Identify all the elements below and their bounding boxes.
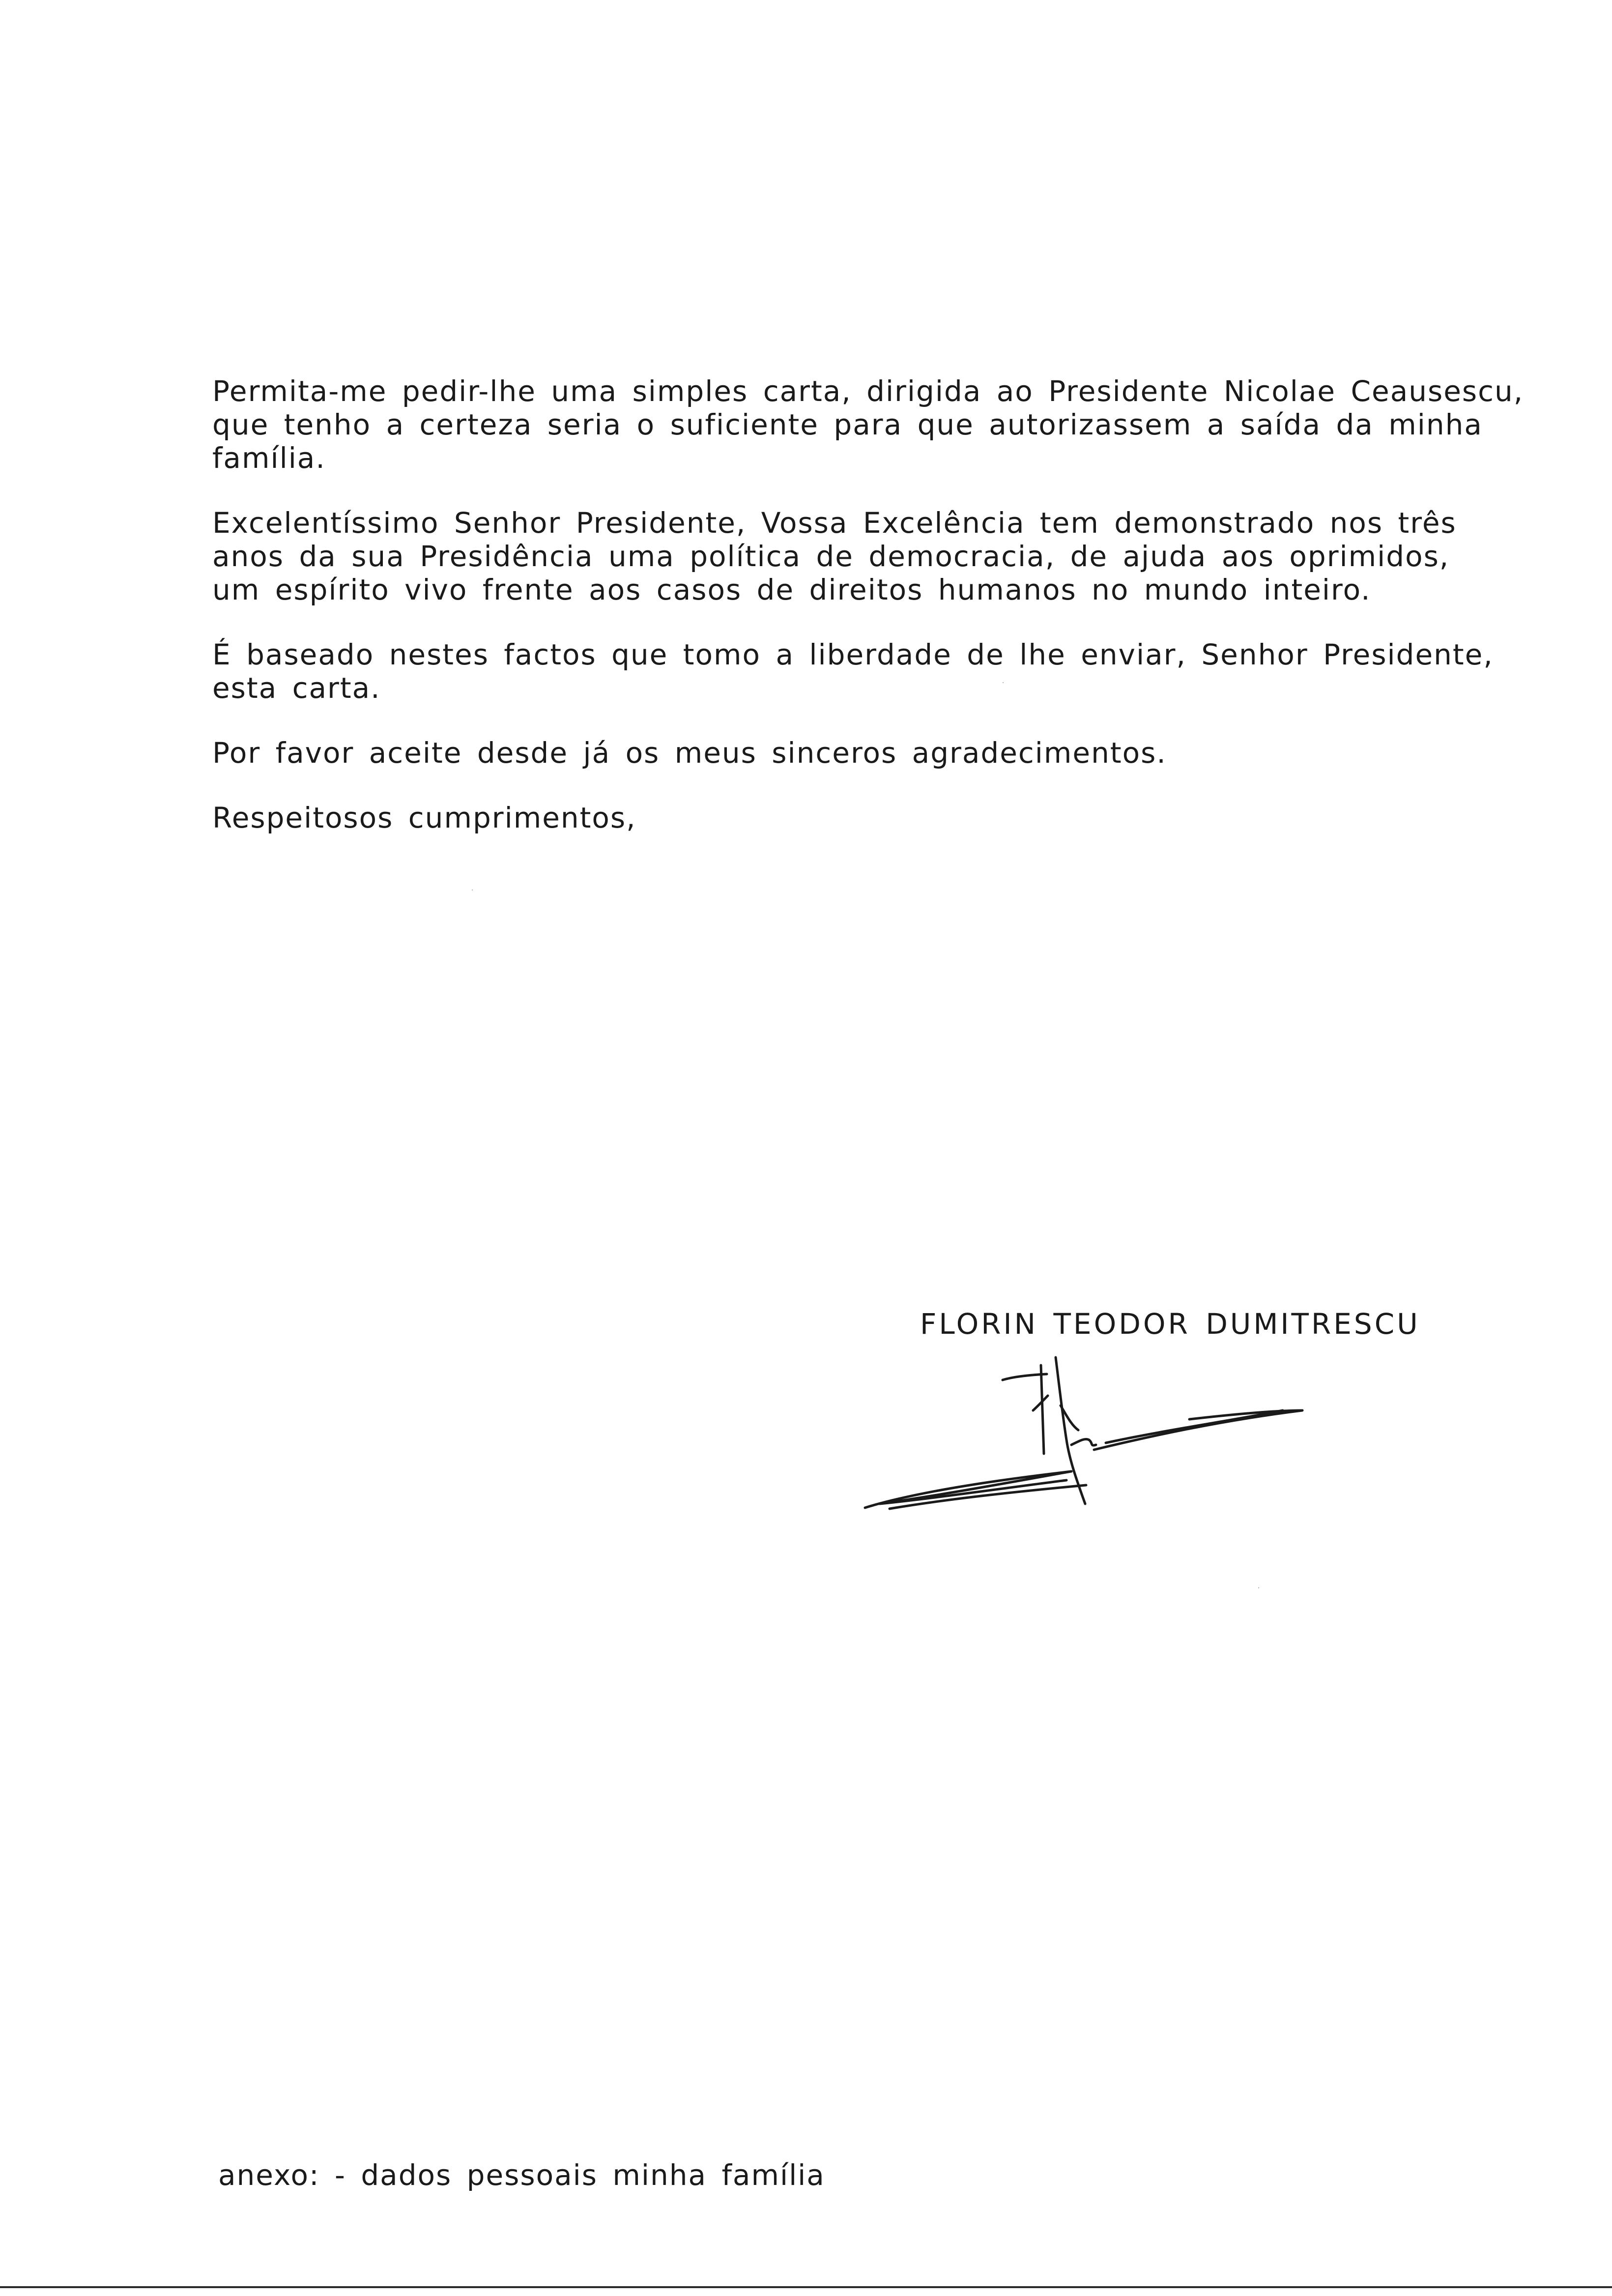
annex-note: anexo: - dados pessoais minha família bbox=[218, 2158, 825, 2192]
signature-stroke bbox=[1041, 1365, 1044, 1454]
text-line: Respeitosos cumprimentos, bbox=[212, 801, 636, 834]
text-line: que tenho a certeza seria o suficiente para que autorizassem a saída da minha bbox=[212, 408, 1483, 441]
text-line: Excelentíssimo Senhor Presidente, Vossa Excelência tem demonstrado nos três bbox=[212, 506, 1457, 540]
paragraph-request bbox=[212, 374, 1559, 475]
bottom-edge-line bbox=[0, 2286, 1612, 2288]
signature-stroke bbox=[1094, 1410, 1302, 1450]
signature-stroke bbox=[1071, 1439, 1096, 1445]
letter-body bbox=[212, 374, 1559, 866]
text-line: Por favor aceite desde já os meus sinceros agradecimentos. bbox=[212, 736, 1167, 770]
signature-stroke bbox=[1106, 1410, 1283, 1443]
text-line: É baseado nestes factos que tomo a liberdade de lhe enviar, Senhor Presidente, bbox=[212, 638, 1494, 671]
signer-name: FLORIN TEODOR DUMITRESCU bbox=[920, 1307, 1420, 1341]
text-line: anos da sua Presidência uma política de democracia, de ajuda aos oprimidos, bbox=[212, 540, 1450, 573]
signature-stroke bbox=[1033, 1396, 1048, 1410]
paragraph-praise bbox=[212, 506, 1559, 606]
paper-speck bbox=[1258, 1587, 1259, 1588]
handwritten-signature bbox=[850, 1347, 1342, 1523]
paragraph-reason bbox=[212, 638, 1559, 705]
text-line: esta carta. bbox=[212, 671, 381, 705]
text-line: família. bbox=[212, 441, 326, 475]
paragraph-closing bbox=[212, 801, 1559, 834]
paragraph-thanks bbox=[212, 736, 1559, 770]
paper-speck bbox=[1003, 682, 1004, 683]
text-line: um espírito vivo frente aos casos de direitos humanos no mundo inteiro. bbox=[212, 573, 1371, 606]
text-line: Permita-me pedir-lhe uma simples carta, dirigida ao Presidente Nicolae Ceausescu, bbox=[212, 374, 1524, 408]
